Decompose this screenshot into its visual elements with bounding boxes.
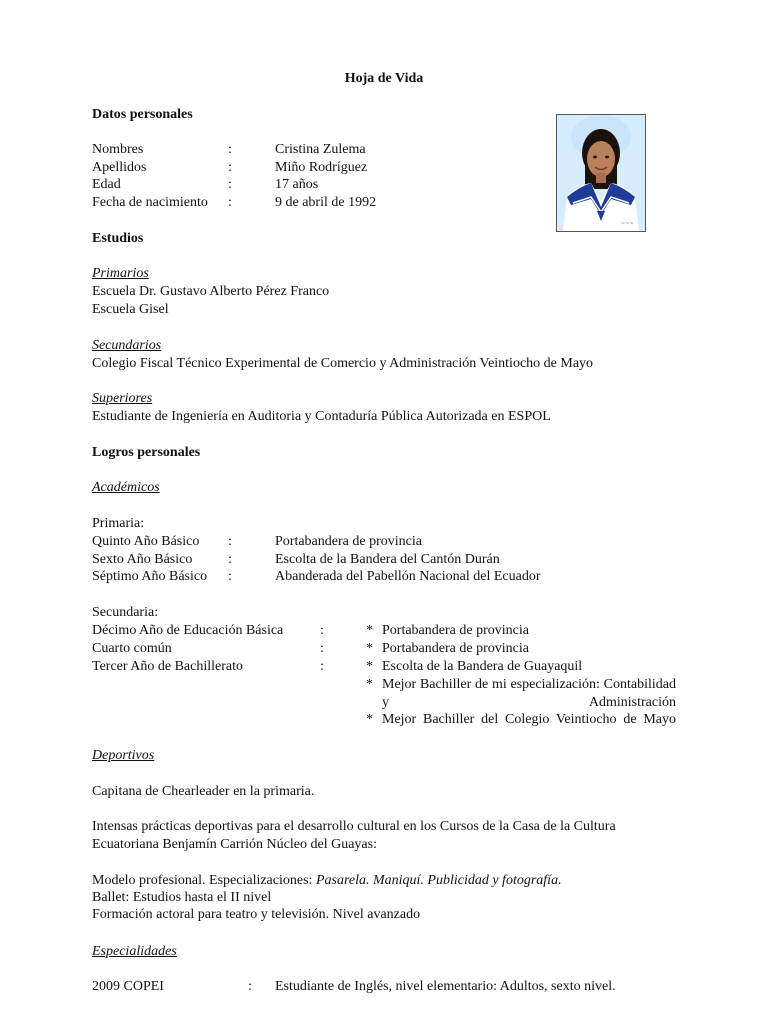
bullet-item: Escolta de la Bandera de Guayaquil [382,659,583,674]
primaria-label: Primaria: [92,516,145,531]
primary-school-1: Escuela Dr. Gustavo Alberto Pérez Franco [92,284,330,299]
surname-label: Apellidos [92,160,147,175]
acting-line: Formación actoral para teatro y televisión. Nivel avanzado [92,907,421,922]
profile-photo [556,114,646,232]
academic-label: Académicos [92,480,160,495]
primaria-row-value: Abanderada del Pabellón Nacional del Ecuador [275,569,541,584]
bullet-marker: * [366,623,373,638]
birthdate-sep: : [228,195,232,210]
sports-label: Deportivos [92,748,155,763]
portrait-image [557,115,645,231]
specialty-sep: : [248,979,252,994]
secundaria-row-sep: : [320,659,324,674]
primaria-row-sep: : [228,569,232,584]
birthdate-label: Fecha de nacimiento [92,195,208,210]
specialty-value: Estudiante de Inglés, nivel elementario: Adultos, sexto nivel. [275,979,616,994]
surname-value: Miño Rodríguez [275,160,368,175]
secundaria-row-label: Tercer Año de Bachillerato [92,659,244,674]
name-value: Cristina Zulema [275,142,366,157]
sports-line-2: Intensas prácticas deportivas para el desarrollo cultural en los Cursos de la Casa de la Cultura Ecuatoriana Benjamín Carrión Núcleo del Guayas: [92,819,616,852]
secundaria-row-sep: : [320,641,324,656]
primaria-row-sep: : [228,552,232,567]
age-label: Edad [92,177,121,192]
age-sep: : [228,177,232,192]
primary-label: Primarios [92,266,149,281]
secondary-label: Secundarios [92,338,162,353]
sports-line-1: Capitana de Chearleader en la primaria. [92,784,315,799]
primaria-row-sep: : [228,534,232,549]
primaria-row-label: Quinto Año Básico [92,534,200,549]
model-prefix: Modelo profesional. Especializaciones: [92,873,316,888]
bullet-marker: * [366,641,373,656]
secondary-school: Colegio Fiscal Técnico Experimental de Comercio y Administración Veintiocho de Mayo [92,356,594,371]
superior-school: Estudiante de Ingeniería en Auditoria y Contaduría Pública Autorizada en ESPOL [92,409,551,424]
name-sep: : [228,142,232,157]
bullet-item: Portabandera de provincia [382,641,529,656]
bullet-item: Mejor Bachiller del Colegio Veintiocho de Mayo [382,712,676,727]
primaria-row-value: Escolta de la Bandera del Cantón Durán [275,552,500,567]
secundaria-row-label: Décimo Año de Educación Básica [92,623,284,638]
primaria-row-label: Séptimo Año Básico [92,569,208,584]
specialties-label: Especialidades [92,944,177,959]
secundaria-row-label: Cuarto común [92,641,172,656]
secundaria-row-sep: : [320,623,324,638]
svg-text:~~~: ~~~ [621,221,634,227]
primaria-row-value: Portabandera de provincia [275,534,422,549]
surname-sep: : [228,160,232,175]
specialty-year: 2009 COPEI [92,979,164,994]
bullet-marker: * [366,659,373,674]
primary-school-2: Escuela Gisel [92,302,169,317]
bullet-marker: * [366,712,373,727]
primaria-row-label: Sexto Año Básico [92,552,193,567]
bullet-item: Mejor Bachiller de mi especialización: Contabilidad y Administración [382,677,676,710]
page-title: Hoja de Vida [344,71,424,86]
age-value: 17 años [275,177,319,192]
personal-heading: Datos personales [92,107,193,122]
superior-label: Superiores [92,391,153,406]
studies-heading: Estudios [92,231,144,246]
model-specializations: Pasarela. Maniquí. Publicidad y fotografía. [315,873,562,888]
bullet-marker: * [366,677,373,692]
bullet-item: Portabandera de provincia [382,623,529,638]
achievements-heading: Logros personales [92,445,201,460]
model-line [92,872,562,890]
birthdate-value: 9 de abril de 1992 [275,195,377,210]
name-label: Nombres [92,142,144,157]
secundaria-label: Secundaria: [92,605,159,620]
ballet-line: Ballet: Estudios hasta el II nivel [92,890,272,905]
